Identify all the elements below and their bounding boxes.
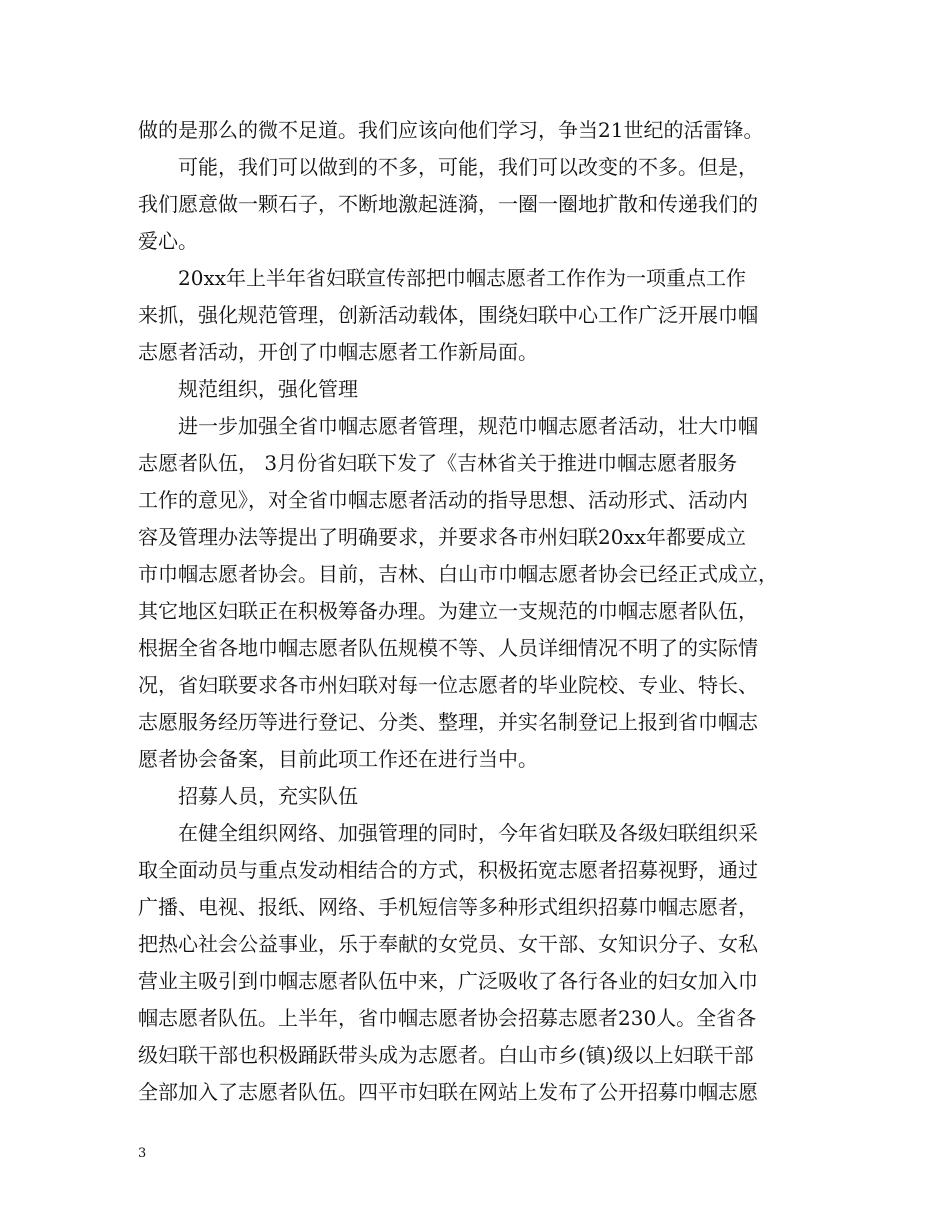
text-line: 我们愿意做一颗石子，不断地激起涟漪，一圈一圈地扩散和传递我们的 [138, 192, 758, 216]
text-line: 20xx年上半年省妇联宣传部把巾帼志愿者工作作为一项重点工作 [178, 266, 747, 290]
document-body [138, 112, 818, 1111]
text-line: 做的是那么的微不足道。我们应该向他们学习，争当21世纪的活雷锋。 [138, 118, 764, 142]
text-line: 把热心社会公益事业，乐于奉献的女党员、女干部、女知识分子、女私 [138, 932, 758, 956]
page-number: 3 [138, 1146, 147, 1161]
text-line: 志愿者队伍， 3月份省妇联下发了《吉林省关于推进巾帼志愿者服务 [138, 451, 738, 475]
text-line: 志愿服务经历等进行登记、分类、整理，并实名制登记上报到省巾帼志 [138, 710, 758, 734]
text-line: 况，省妇联要求各市州妇联对每一位志愿者的毕业院校、专业、特长、 [138, 673, 758, 697]
text-line: 爱心。 [138, 229, 198, 253]
text-line: 全部加入了志愿者队伍。四平市妇联在网站上发布了公开招募巾帼志愿 [138, 1080, 758, 1104]
text-line: 工作的意见》，对全省巾帼志愿者活动的指导思想、活动形式、活动内 [138, 488, 748, 512]
text-line: 营业主吸引到巾帼志愿者队伍中来，广泛吸收了各行各业的妇女加入巾 [138, 969, 758, 993]
text-line: 规范组织，强化管理 [178, 377, 358, 401]
text-line: 在健全组织网络、加强管理的同时，今年省妇联及各级妇联组织采 [178, 821, 758, 845]
text-line: 志愿者活动，开创了巾帼志愿者工作新局面。 [138, 340, 538, 364]
text-line: 级妇联干部也积极踊跃带头成为志愿者。白山市乡(镇)级以上妇联干部 [138, 1043, 754, 1067]
text-line: 其它地区妇联正在积极筹备办理。为建立一支规范的巾帼志愿者队伍， [138, 599, 758, 623]
text-line: 容及管理办法等提出了明确要求，并要求各市州妇联20xx年都要成立 [138, 525, 747, 549]
text-line: 招募人员，充实队伍 [178, 784, 358, 808]
text-line: 进一步加强全省巾帼志愿者管理，规范巾帼志愿者活动，壮大巾帼 [178, 414, 758, 438]
text-line: 帼志愿者队伍。上半年，省巾帼志愿者协会招募志愿者230人。全省各 [138, 1006, 757, 1030]
text-line: 市巾帼志愿者协会。目前，吉林、白山市巾帼志愿者协会已经正式成立， [138, 562, 778, 586]
text-line: 愿者协会备案，目前此项工作还在进行当中。 [138, 747, 538, 771]
text-line: 广播、电视、报纸、网络、手机短信等多种形式组织招募巾帼志愿者， [138, 895, 758, 919]
text-line: 来抓，强化规范管理，创新活动载体，围绕妇联中心工作广泛开展巾帼 [138, 303, 758, 327]
text-line: 取全面动员与重点发动相结合的方式，积极拓宽志愿者招募视野，通过 [138, 858, 758, 882]
text-line: 根据全省各地巾帼志愿者队伍规模不等、人员详细情况不明了的实际情 [138, 636, 758, 660]
text-line: 可能，我们可以做到的不多，可能，我们可以改变的不多。但是， [178, 155, 758, 179]
